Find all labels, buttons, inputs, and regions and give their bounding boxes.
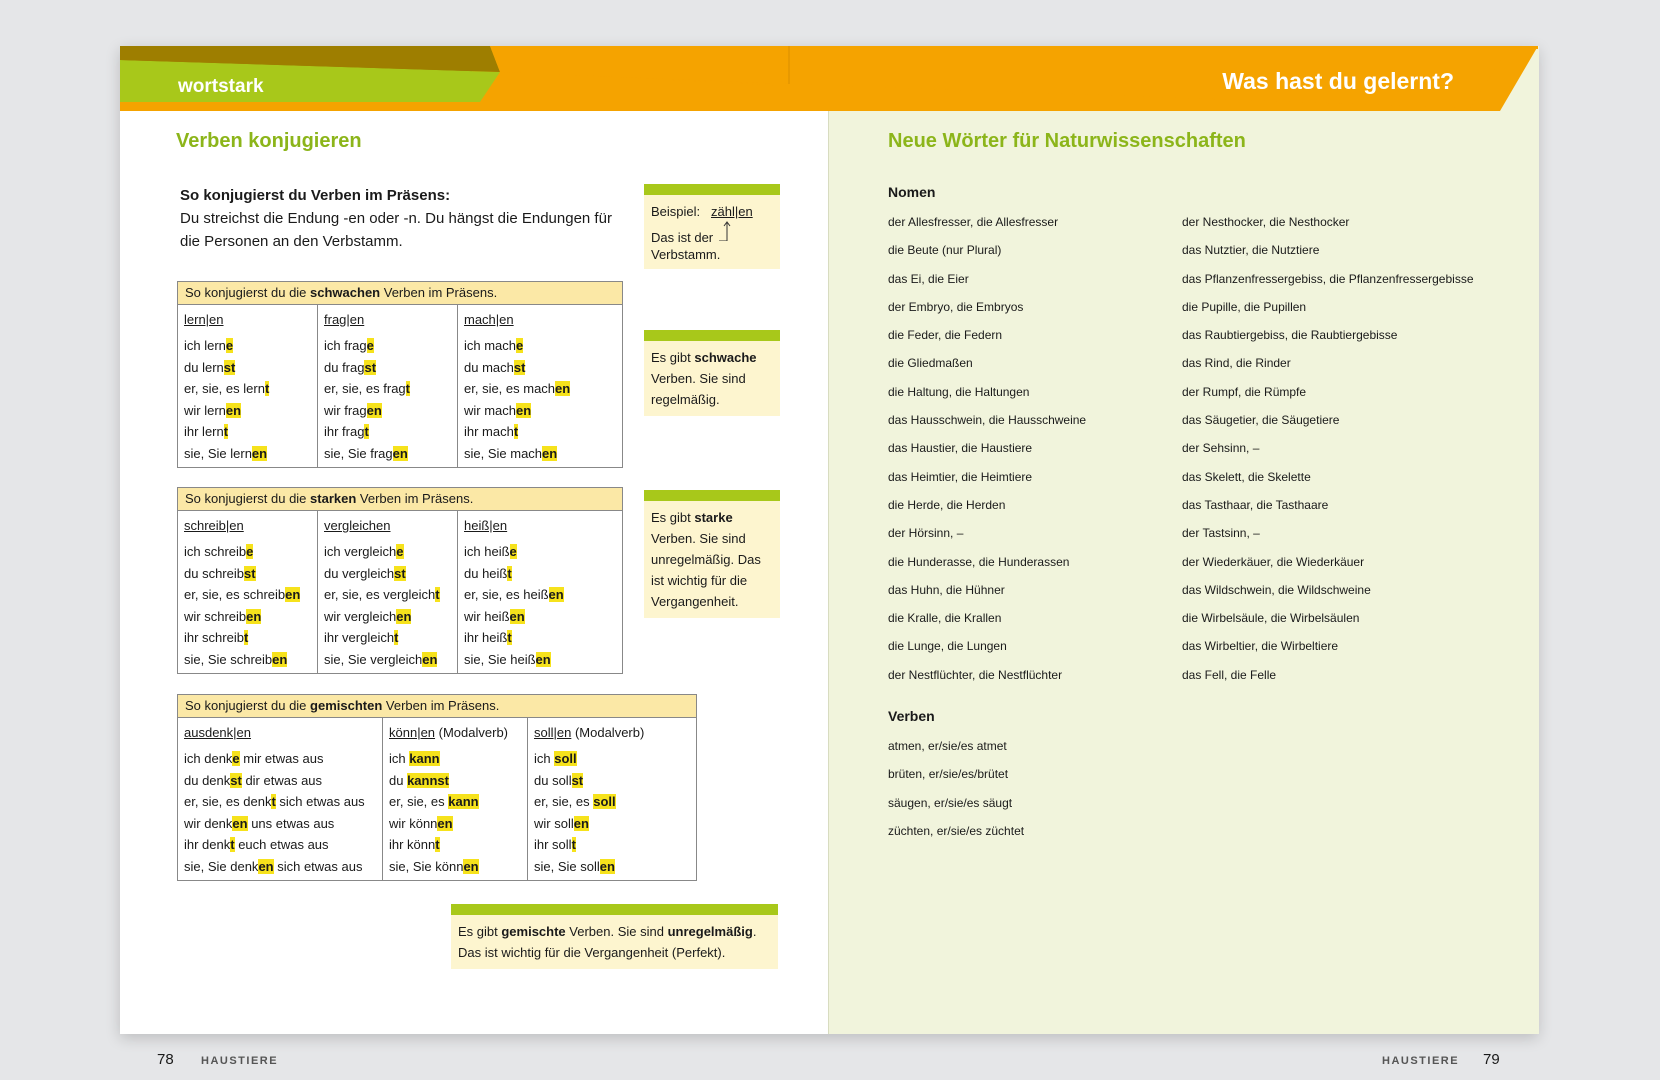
ending-highlight: en — [232, 815, 248, 831]
right-page-title: Was hast du gelernt? — [1222, 68, 1454, 94]
word-entry: das Raubtiergebiss, die Raubtiergebisse — [1182, 328, 1398, 343]
word-entry: das Hausschwein, die Hausschweine — [888, 413, 1087, 428]
page-number-left: 78 — [157, 1051, 174, 1068]
ending-highlight: soll — [593, 794, 616, 810]
infinitive: soll|en (Modalverb) — [534, 725, 645, 740]
word-entry: die Kralle, die Krallen — [888, 611, 1002, 626]
conjugated-form: er, sie, es kann — [389, 794, 479, 810]
conjugated-form: wir vergleichen — [324, 608, 412, 624]
ending-highlight: st — [223, 359, 236, 375]
mixed-note: Es gibt gemischte Verben. Sie sind unregelmäßig. Das ist wichtig für die Vergangenheit (Perfekt). — [451, 904, 778, 969]
conjugated-form: ich frage — [324, 338, 374, 353]
ending-highlight: en — [437, 815, 453, 831]
conjugated-form: ich soll — [534, 751, 577, 766]
conjugated-form: wir heißen — [464, 608, 525, 624]
ending-highlight: en — [225, 402, 242, 418]
conjugated-form: ich lerne — [184, 338, 234, 353]
nouns-heading: Nomen — [888, 184, 936, 200]
word-entry: das Tasthaar, die Tasthaare — [1182, 497, 1329, 512]
word-entry: das Wirbeltier, die Wirbeltiere — [1182, 639, 1339, 654]
ending-highlight: t — [230, 837, 235, 853]
table-header: So konjugierst du die schwachen Verben im Präsens. — [178, 282, 622, 305]
conjugated-form: sie, Sie heißen — [464, 651, 551, 667]
chapter-label-left: HAUSTIERE — [201, 1055, 279, 1067]
strong-note: Es gibt starke Verben. Sie sind unregelmäßig. Das ist wichtig für die Vergangenheit. — [644, 490, 780, 618]
conjugated-form: du vergleichst — [324, 565, 406, 581]
word-entry: der Embryo, die Embryos — [888, 299, 1024, 314]
word-entry: das Haustier, die Haustiere — [888, 441, 1033, 456]
ending-highlight: t — [405, 381, 410, 397]
infinitive: heiß|en — [464, 518, 508, 533]
verb-column — [383, 718, 528, 880]
conjugated-form: er, sie, es lernt — [184, 381, 270, 397]
ending-highlight: st — [394, 565, 406, 581]
conjugated-form: er, sie, es machen — [464, 381, 571, 397]
conjugated-form: sie, Sie können — [389, 858, 479, 874]
word-entry: die Hunderasse, die Hunderassen — [888, 554, 1070, 569]
example-note — [644, 184, 780, 269]
ending-highlight: en — [251, 445, 268, 461]
word-entry: die Feder, die Federn — [888, 328, 1003, 343]
conjugated-form: sie, Sie sollen — [534, 858, 615, 874]
weak-note: Es gibt schwache Verben. Sie sind regelmäßig. — [644, 330, 780, 416]
example-text: Das ist der Verbstamm. — [651, 230, 721, 262]
ending-highlight: en — [272, 651, 288, 667]
conjugated-form: sie, Sie fragen — [324, 445, 408, 461]
conjugated-form: ich vergleiche — [324, 544, 404, 559]
word-entry: der Nestflüchter, die Nestflüchter — [888, 667, 1063, 682]
ending-highlight: kannst — [407, 772, 449, 788]
intro-lead: So konjugierst du Verben im Präsens: — [180, 187, 451, 204]
ending-highlight: t — [364, 424, 369, 440]
word-entry: das Fell, die Felle — [1182, 667, 1277, 682]
intro-text — [180, 184, 620, 253]
conjugated-form: ihr schreibt — [184, 630, 249, 646]
ending-highlight: t — [507, 630, 512, 646]
ending-highlight: kann — [409, 751, 440, 766]
conjugated-form: sie, Sie vergleichen — [324, 651, 438, 667]
intro-body: Du streichst die Endung -en oder -n. Du hängst die Endungen für die Personen an den Verbstamm. — [180, 210, 612, 250]
ending-highlight: en — [285, 587, 301, 603]
conjugated-form: er, sie, es schreiben — [184, 587, 301, 603]
word-entry: das Säugetier, die Säugetiere — [1182, 413, 1340, 428]
ending-highlight: st — [230, 772, 242, 788]
conjugated-form: wir schreiben — [184, 608, 262, 624]
word-entry: die Gliedmaßen — [888, 356, 973, 371]
word-entry: die Haltung, die Haltungen — [888, 384, 1030, 399]
ending-highlight: kann — [448, 794, 479, 810]
word-entry: die Herde, die Herden — [888, 497, 1006, 512]
ending-highlight: t — [223, 424, 229, 440]
conjugated-form: du sollst — [534, 772, 584, 788]
left-section-title: Verben konjugieren — [176, 130, 362, 152]
verb-column — [178, 511, 318, 673]
conjugated-form: du lernst — [184, 359, 236, 375]
word-entry: der Allesfresser, die Allesfresser — [888, 215, 1059, 229]
word-entry: das Nutztier, die Nutztiere — [1182, 243, 1320, 258]
conjugated-form: wir fragen — [324, 402, 382, 418]
infinitive: frag|en — [324, 312, 365, 327]
conjugated-form: wir machen — [464, 402, 532, 418]
infinitive: ausdenk|en — [184, 725, 251, 740]
ending-highlight: t — [435, 587, 440, 603]
word-entry: das Wildschwein, die Wildschweine — [1182, 582, 1371, 597]
conjugated-form: sie, Sie lernen — [184, 445, 268, 461]
verb-column — [458, 305, 596, 467]
ending-highlight: st — [243, 565, 256, 581]
ending-highlight: st — [571, 772, 584, 788]
ending-highlight: e — [225, 338, 234, 353]
chapter-label-right: HAUSTIERE — [1382, 1055, 1460, 1067]
ending-highlight: en — [258, 858, 274, 874]
ending-highlight: st — [513, 359, 526, 375]
ending-highlight: en — [599, 858, 615, 874]
ending-highlight: en — [555, 381, 571, 397]
conjugated-form: er, sie, es soll — [534, 794, 616, 810]
conjugated-form: ihr sollt — [534, 837, 576, 853]
conjugated-form: sie, Sie machen — [464, 445, 558, 461]
word-entry: das Huhn, die Hühner — [888, 582, 1005, 597]
infinitive: schreib|en — [184, 518, 244, 533]
word-entry: die Beute (nur Plural) — [888, 243, 1002, 258]
conjugated-form: er, sie, es fragt — [324, 381, 410, 397]
word-entry: züchten, er/sie/es züchtet — [888, 823, 1025, 838]
verb-column — [178, 305, 318, 467]
ending-highlight: en — [246, 608, 262, 624]
mixed-verbs-table — [177, 694, 697, 881]
word-entry: das Rind, die Rinder — [1182, 356, 1291, 371]
nouns-list-1 — [888, 208, 1086, 689]
conjugated-form: ich kann — [389, 751, 440, 766]
word-entry: der Tastsinn, – — [1182, 526, 1260, 541]
ending-highlight: t — [435, 837, 440, 853]
conjugated-form: ich mache — [464, 338, 524, 353]
ending-highlight: en — [396, 608, 412, 624]
word-entry: die Wirbelsäule, die Wirbelsäulen — [1182, 611, 1360, 626]
conjugated-form: du kannst — [389, 772, 449, 788]
ending-highlight: en — [542, 445, 558, 461]
example-label: Beispiel: — [651, 204, 701, 219]
word-entry: atmen, er/sie/es atmet — [888, 739, 1007, 753]
conjugated-form: ihr fragt — [324, 424, 369, 440]
ending-highlight: en — [509, 608, 525, 624]
ending-highlight: t — [507, 565, 512, 581]
page-number-right: 79 — [1483, 1051, 1500, 1068]
infinitive: könn|en (Modalverb) — [389, 725, 508, 740]
conjugated-form: wir sollen — [534, 815, 589, 831]
nouns-list-2 — [1182, 208, 1474, 689]
word-entry: das Ei, die Eier — [888, 271, 969, 286]
conjugated-form: ihr heißt — [464, 630, 512, 646]
conjugated-form: ihr vergleicht — [324, 630, 399, 646]
conjugated-form: wir lernen — [184, 402, 242, 418]
verb-column — [318, 511, 458, 673]
ending-highlight: en — [392, 445, 408, 461]
ending-highlight: en — [366, 402, 382, 418]
conjugated-form: du denkst dir etwas aus — [184, 772, 323, 788]
ending-highlight: en — [535, 651, 551, 667]
ending-highlight: e — [246, 544, 254, 559]
conjugated-form: sie, Sie schreiben — [184, 651, 288, 667]
conjugated-form: ihr denkt euch etwas aus — [184, 837, 329, 853]
word-entry: der Nesthocker, die Nesthocker — [1182, 215, 1350, 229]
conjugated-form: ich heiße — [464, 544, 517, 559]
conjugated-form: ihr macht — [464, 424, 519, 440]
conjugated-form: ihr lernt — [184, 424, 229, 440]
conjugated-form: er, sie, es heißen — [464, 587, 564, 603]
ending-highlight: t — [264, 381, 270, 397]
conjugated-form: ihr könnt — [389, 837, 440, 853]
word-entry: der Hörsinn, – — [888, 526, 964, 541]
ending-highlight: e — [509, 544, 517, 559]
word-entry: das Pflanzenfressergebiss, die Pflanzenfressergebisse — [1182, 271, 1474, 286]
strong-verbs-table — [177, 487, 623, 674]
book-spread — [120, 46, 1538, 1068]
verb-column — [528, 718, 666, 880]
word-entry: das Skelett, die Skelette — [1182, 469, 1311, 484]
example-word: zähl|en — [711, 204, 753, 219]
conjugated-form: wir können — [389, 815, 453, 831]
ending-highlight: soll — [554, 751, 577, 766]
word-entry: der Rumpf, die Rümpfe — [1182, 384, 1307, 399]
verb-column — [178, 718, 383, 880]
word-entry: die Pupille, die Pupillen — [1182, 299, 1307, 314]
stem-arrow-icon — [719, 219, 735, 241]
table-header: So konjugierst du die starken Verben im Präsens. — [178, 488, 622, 511]
ending-highlight: t — [513, 424, 519, 440]
note-bar — [644, 184, 780, 195]
infinitive: mach|en — [464, 312, 514, 327]
conjugated-form: wir denken uns etwas aus — [184, 815, 335, 831]
word-entry: brüten, er/sie/es/brütet — [888, 767, 1009, 782]
ending-highlight: en — [573, 815, 589, 831]
conjugated-form: er, sie, es denkt sich etwas aus — [184, 794, 365, 810]
ending-highlight: e — [516, 338, 524, 353]
ending-highlight: t — [271, 794, 276, 810]
ending-highlight: e — [232, 751, 240, 766]
ending-highlight: e — [396, 544, 404, 559]
brand-label: wortstark — [178, 76, 264, 97]
word-entry: die Lunge, die Lungen — [888, 639, 1007, 654]
verbs-heading: Verben — [888, 708, 935, 724]
word-entry: das Heimtier, die Heimtiere — [888, 469, 1033, 484]
infinitive: lern|en — [184, 312, 224, 327]
ending-highlight: t — [394, 630, 399, 646]
ending-highlight: t — [243, 630, 249, 646]
word-entry: der Wiederkäuer, die Wiederkäuer — [1182, 554, 1365, 569]
word-entry: der Sehsinn, – — [1182, 441, 1260, 456]
ending-highlight: en — [548, 587, 564, 603]
conjugated-form: du heißt — [464, 565, 512, 581]
conjugated-form: du machst — [464, 359, 526, 375]
infinitive: vergleichen — [324, 518, 391, 533]
conjugated-form: sie, Sie denken sich etwas aus — [184, 858, 363, 874]
verb-column — [318, 305, 458, 467]
conjugated-form: du fragst — [324, 359, 377, 375]
table-header: So konjugierst du die gemischten Verben im Präsens. — [178, 695, 696, 718]
right-section-title: Neue Wörter für Naturwissenschaften — [888, 130, 1246, 152]
verb-column — [458, 511, 596, 673]
ending-highlight: en — [422, 651, 438, 667]
conjugated-form: ich schreibe — [184, 544, 254, 559]
ending-highlight: en — [463, 858, 479, 874]
conjugated-form: ich denke mir etwas aus — [184, 751, 324, 766]
ending-highlight: t — [571, 837, 576, 853]
ending-highlight: en — [516, 402, 532, 418]
word-entry: säugen, er/sie/es säugt — [888, 795, 1013, 810]
verbs-list — [888, 732, 1024, 845]
conjugated-form: er, sie, es vergleicht — [324, 587, 440, 603]
conjugated-form: du schreibst — [184, 565, 256, 581]
ending-highlight: e — [366, 338, 374, 353]
ending-highlight: st — [364, 359, 377, 375]
weak-verbs-table — [177, 281, 623, 468]
